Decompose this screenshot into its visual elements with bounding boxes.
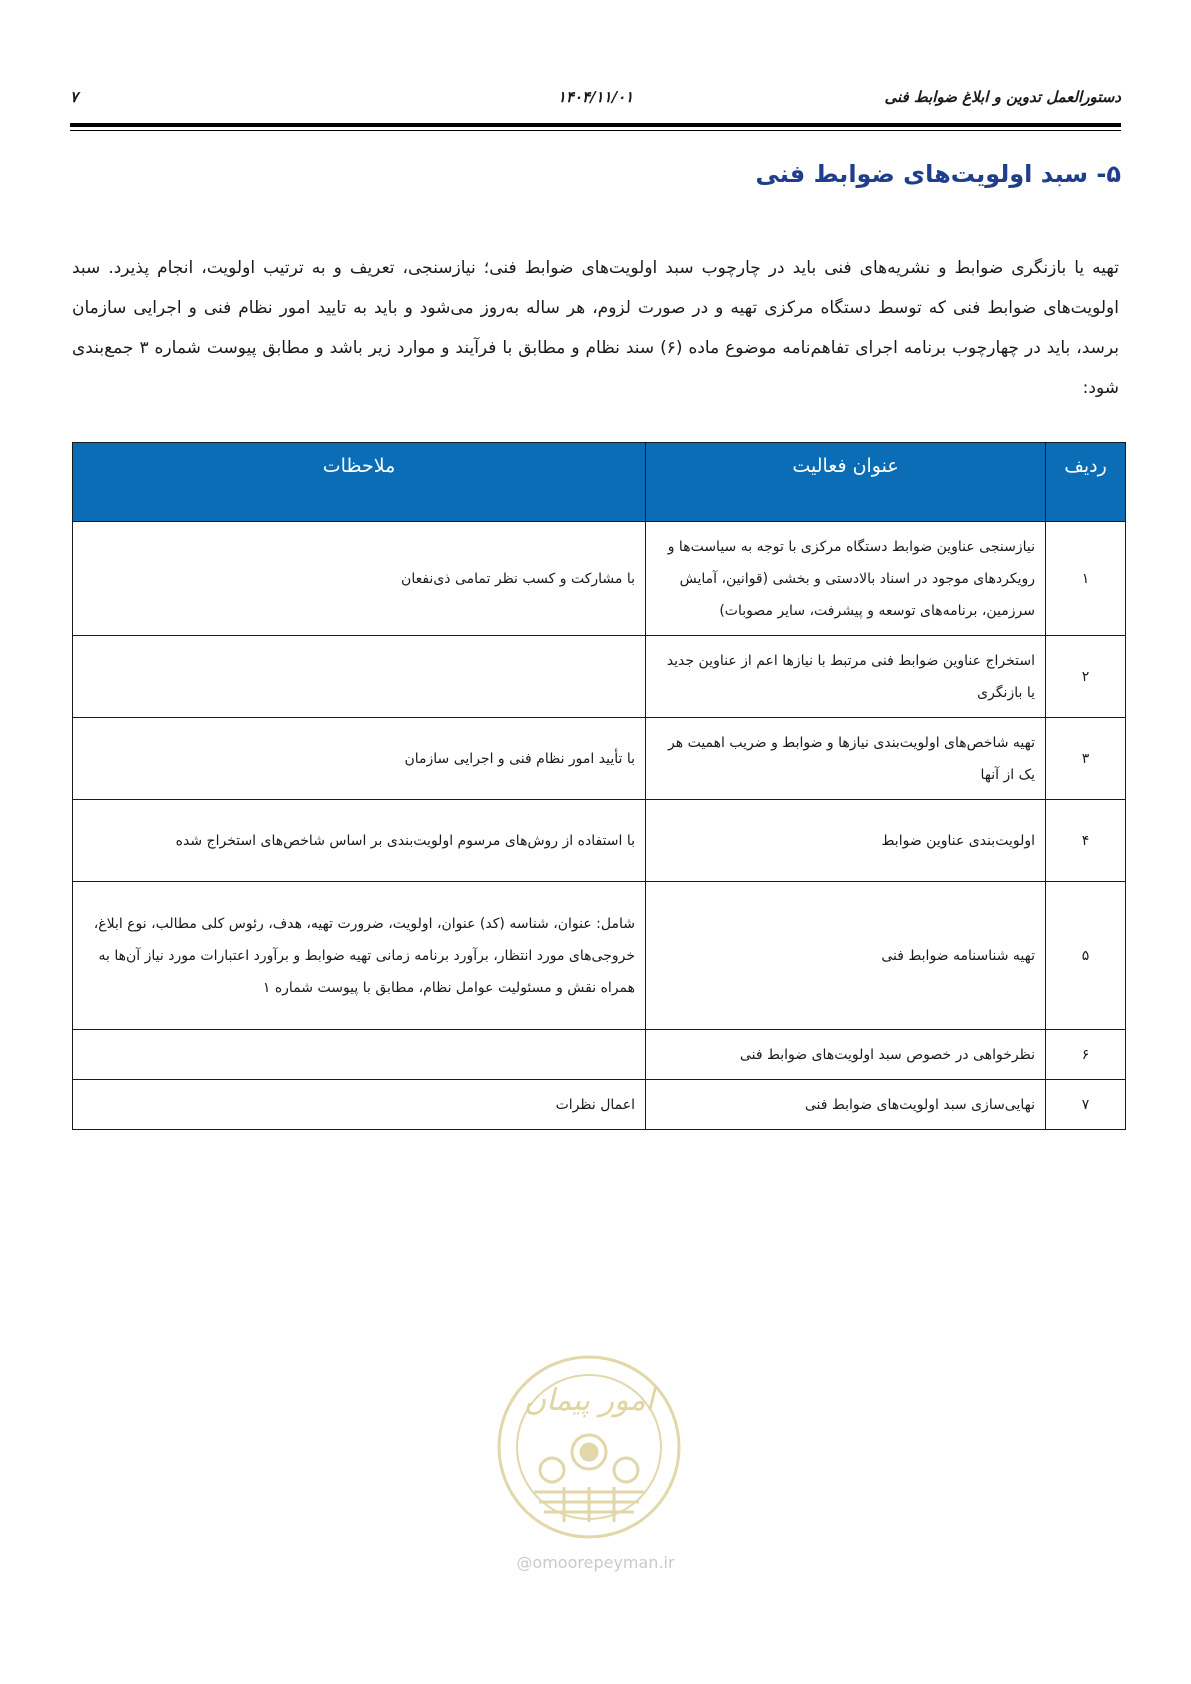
watermark-caption: @omoorepeyman.ir	[516, 1553, 675, 1572]
row-notes	[73, 1030, 646, 1080]
row-number: ۶	[1046, 1030, 1126, 1080]
row-number: ۴	[1046, 800, 1126, 882]
section-heading: ۵- سبد اولویت‌های ضوابط فنی	[755, 160, 1121, 188]
row-number: ۱	[1046, 522, 1126, 636]
table-row	[73, 1080, 1126, 1130]
table-header-row	[73, 443, 1126, 522]
row-activity: نظرخواهی در خصوص سبد اولویت‌های ضوابط فنی	[646, 1030, 1046, 1080]
row-notes: با استفاده از روش‌های مرسوم اولویت‌بندی بر اساس شاخص‌های استخراج شده	[73, 800, 646, 882]
row-activity: اولویت‌بندی عناوین ضوابط	[646, 800, 1046, 882]
document-title: دستورالعمل تدوین و ابلاغ ضوابط فنی	[884, 88, 1121, 106]
row-number: ۷	[1046, 1080, 1126, 1130]
row-activity: نهایی‌سازی سبد اولویت‌های ضوابط فنی	[646, 1080, 1046, 1130]
body-paragraph: تهیه یا بازنگری ضوابط و نشریه‌های فنی باید در چارچوب سبد اولویت‌های ضوابط فنی؛ نیازسنجی، تعریف و به ترتیب اولویت، انجام پذیرد. سبد اولویت‌های ضوابط فنی که توسط دستگاه مرکزی تهیه و در صورت لزوم، هر ساله به‌روز می‌شود و باید به تایید امور نظام فنی و اجرایی سازمان برسد، باید در چهارچوب برنامه اجرای تفاهم‌نامه موضوع ماده (۶) سند نظام و مطابق با فرآیند و موارد زیر باشد و مطابق پیوست شماره ۳ جمع‌بندی شود:	[72, 258, 1119, 398]
row-activity: استخراج عناوین ضوابط فنی مرتبط با نیازها اعم از عناوین جدید یا بازنگری	[646, 636, 1046, 718]
row-number: ۳	[1046, 718, 1126, 800]
header-row-number: ردیف	[1046, 443, 1126, 522]
row-number: ۵	[1046, 882, 1126, 1030]
row-activity: نیازسنجی عناوین ضوابط دستگاه مرکزی با توجه به سیاست‌ها و رویکردهای موجود در اسناد بالادستی و بخشی (قوانین، آمایش سرزمین، برنامه‌های توسعه و پیشرفت، سایر مصوبات)	[646, 522, 1046, 636]
row-notes	[73, 636, 646, 718]
table-row	[73, 718, 1126, 800]
row-activity: تهیه شاخص‌های اولویت‌بندی نیازها و ضوابط و ضریب اهمیت هر یک از آنها	[646, 718, 1046, 800]
table-row	[73, 800, 1126, 882]
svg-text:امور پیمان: امور پیمان	[524, 1383, 654, 1418]
header-rule-thin	[70, 130, 1121, 131]
header-rule-thick	[70, 123, 1121, 127]
document-date: ۱۴۰۴/۱۱/۰۱	[557, 88, 634, 106]
row-number: ۲	[1046, 636, 1126, 718]
table-row	[73, 636, 1126, 718]
page-header	[70, 88, 1121, 118]
row-notes: با تأیید امور نظام فنی و اجرایی سازمان	[73, 718, 646, 800]
header-notes: ملاحظات	[73, 443, 646, 522]
row-activity: تهیه شناسنامه ضوابط فنی	[646, 882, 1046, 1030]
table-row	[73, 522, 1126, 636]
activities-table	[72, 442, 1126, 1130]
table-row	[73, 1030, 1126, 1080]
row-notes: با مشارکت و کسب نظر تمامی ذی‌نفعان	[73, 522, 646, 636]
page-number: ۷	[70, 88, 79, 106]
row-notes: شامل: عنوان، شناسه (کد) عنوان، اولویت، ضرورت تهیه، هدف، رئوس کلی مطالب، نوع ابلاغ، خروجی‌های مورد انتظار، برآورد برنامه زمانی تهیه ضوابط و برآورد اعتبارات مورد نیاز آن‌ها به همراه نقش و مسئولیت عوامل نظام، مطابق با پیوست شماره ۱	[73, 882, 646, 1030]
header-activity: عنوان فعالیت	[646, 443, 1046, 522]
table-row	[73, 882, 1126, 1030]
row-notes: اعمال نظرات	[73, 1080, 646, 1130]
watermark-seal-logo	[494, 1352, 684, 1542]
